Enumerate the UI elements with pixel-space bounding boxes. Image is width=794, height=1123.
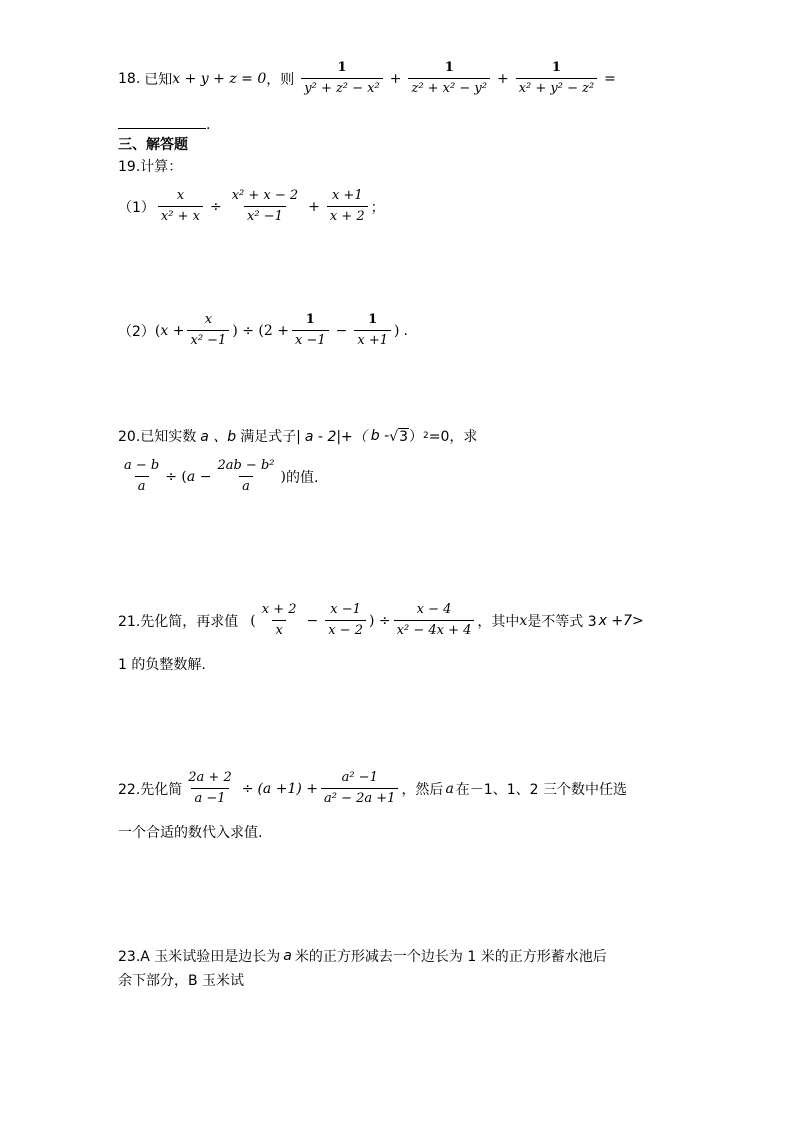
q18-frac1-den: y² + z² − x² <box>301 78 382 97</box>
q21-mid: ，其中 <box>477 613 520 630</box>
q21-fraction-3 <box>394 602 475 639</box>
q23-text-a: 23.A 玉米试验田是边长为 <box>118 949 281 965</box>
q19-p2-frac3-den: x +1 <box>354 330 391 349</box>
q22-fraction-1 <box>185 770 234 807</box>
q21-cond2: x +7> <box>598 612 644 629</box>
q18-line: 18. 已知 x + y + z = 0 ，则 $\frac{1}{\text{y² + z² − x²}}$ + $\frac{1}{\text{z² + x² − y²}}$ + $\frac{1}{\text{x² + y² − z²}}$ = <box>118 60 616 96</box>
q18-given: 已知 <box>144 71 173 88</box>
q22-frac2-den: a² − 2a +1 <box>321 788 398 807</box>
q19-p2-end: . <box>403 322 408 339</box>
q22-mid1: (a +1) + <box>257 780 318 797</box>
q23-text-b: 米的正方形减去一个边长为 1 米的正方形蓄水池后 <box>294 949 607 965</box>
q19-p1-frac2-den: x² −1 <box>244 206 286 225</box>
q20-text-c: a - 2|+（ <box>304 429 367 445</box>
q20-text-d: b - <box>370 428 390 444</box>
q22-line2: 一个合适的数代入求值. <box>118 825 263 841</box>
q22-mid2: ，然后 <box>401 781 444 798</box>
q22-line1: 22.先化简 $\frac{2a + 2}{a -1}$ ÷ (a +1) + $\frac{\text{a² −1}}{\text{a² − 2a +1}}$ ，然后 a 在－1、1、2 三个数中任选 <box>118 770 627 806</box>
q21-cond: 是不等式 3 <box>527 613 597 630</box>
q20-text-f: =0，求 <box>428 429 478 445</box>
q22-frac1-den: a −1 <box>191 788 228 807</box>
q19-p2-fraction-1 <box>187 312 229 349</box>
q20-fraction-2 <box>214 458 277 495</box>
q21-frac2-num: x −1 <box>330 602 361 617</box>
q21-frac1-den: x <box>272 620 285 639</box>
section-heading: 三、解答题 <box>118 137 188 153</box>
q21-frac2-den: x − 2 <box>325 620 366 639</box>
q19-p1-frac3-num: x +1 <box>331 188 363 203</box>
q19-p1-fraction-1 <box>158 188 203 225</box>
q19-p2-frac2-num: 1 <box>305 312 315 327</box>
q21-frac3-den: x² − 4x + 4 <box>394 620 475 639</box>
q23-var: a <box>283 948 292 964</box>
q20-fraction-1 <box>121 458 162 495</box>
q19-p2-frac1-den: x² −1 <box>187 330 229 349</box>
q21-fraction-2 <box>325 602 366 639</box>
q21-frac3-num: x − 4 <box>416 602 452 617</box>
q22-fraction-2 <box>321 770 398 807</box>
q18-frac3-num: 1 <box>551 60 561 75</box>
q18-frac1-num: 1 <box>337 60 347 75</box>
q18-answer-blank[interactable] <box>118 114 210 133</box>
q18-condition: x + y + z = 0 <box>172 70 267 87</box>
q22-prefix: 22.先化简 <box>118 781 183 798</box>
q20-frac2-den: a <box>239 476 253 495</box>
q23-line2: 余下部分，B 玉米试 <box>118 973 245 989</box>
q21-var: x <box>519 612 528 629</box>
q18-end: . <box>206 117 211 133</box>
q19-part1: （1） $\frac{x}{\text{x² + x}}$ ÷ $\frac{\text{x² + x − 2}}{\text{x² −1}}$ + $\frac{x +1}{x + 2}$ ； <box>118 188 385 224</box>
q20-tail: 的值. <box>285 469 319 486</box>
q19-p2-fraction-2 <box>292 312 329 349</box>
q21-fraction-1 <box>259 602 300 639</box>
q21-line2: 1 的负整数解. <box>118 657 206 673</box>
q18-fraction-2 <box>408 60 489 97</box>
q18-number: 18. <box>118 70 141 87</box>
q18-fraction-1 <box>301 60 382 97</box>
q20-frac1-den: a <box>135 476 149 495</box>
q22-frac1-num: 2a + 2 <box>188 770 232 785</box>
q19-p1-end: ； <box>370 199 385 216</box>
q19-p1-frac2-num: x² + x − 2 <box>231 188 299 203</box>
q18-frac2-den: z² + x² − y² <box>408 78 489 97</box>
q19-p1-label: （1） <box>118 199 155 216</box>
q18-frac3-den: x² + y² − z² <box>516 78 597 97</box>
q21-prefix: 21.先化简，再求值 <box>118 613 239 630</box>
q20-frac2-num: 2ab − b² <box>217 458 275 473</box>
q19-p1-frac3-den: x + 2 <box>327 206 368 225</box>
q20-line2: $\frac{a - b}{a}$ ÷ (a − $\frac{\text{2ab − b²}}{a}$ ) 的值. <box>118 458 318 495</box>
q19-p2-frac1-num: x <box>204 312 213 327</box>
q22-tail: 在－1、1、2 三个数中任选 <box>455 781 627 798</box>
q19-part2: （2） (x + $\frac{x}{\text{x² −1}}$ ) ÷ (2 + $\frac{1}{x -1}$ − $\frac{1}{x +1}$ ) . <box>118 312 408 348</box>
q22-frac2-num: a² −1 <box>341 770 378 785</box>
q19-p1-frac1-den: x² + x <box>158 206 203 225</box>
q18-fraction-3 <box>516 60 597 97</box>
q19-p2-label: （2） <box>118 323 155 340</box>
q20-sqrt-radicand: 3 <box>399 428 409 445</box>
q20-frac1-num: a − b <box>124 458 160 473</box>
q19-p2-frac3-num: 1 <box>368 312 378 327</box>
q19-p2-fraction-3 <box>354 312 391 349</box>
q20-text-b: 满足式子| <box>240 429 301 445</box>
q19-title: 19.计算： <box>118 159 183 175</box>
q23-line1 <box>118 946 607 966</box>
q20-vars: a 、b <box>200 429 237 445</box>
q20-sqrt: √ 3 <box>389 428 409 445</box>
q20-line1: 20.已知实数 a 、b 满足式子| a - 2|+（ b - √ 3 ） 2 =0，求 <box>118 428 478 445</box>
q19-p1-frac1-num: x <box>176 188 185 203</box>
q19-p1-fraction-2 <box>229 188 301 225</box>
q18-then: ，则 <box>266 71 295 88</box>
q21-line1: 21.先化简，再求值 ( $\frac{x + 2}{x}$ − $\frac{x -1}{x - 2}$ ) ÷ $\frac{x - 4}{\text{x² − 4x + 4}}$ ，其中 x 是不等式 3 x +7> <box>118 602 644 638</box>
q18-frac2-num: 1 <box>444 60 454 75</box>
q21-frac1-num: x + 2 <box>261 602 297 617</box>
q19-p1-fraction-3 <box>327 188 368 225</box>
q20-text-a: 20.已知实数 <box>118 429 197 445</box>
q19-p2-frac2-den: x −1 <box>292 330 329 349</box>
q22-var: a <box>445 780 454 797</box>
q20-text-e: ） <box>409 429 424 445</box>
